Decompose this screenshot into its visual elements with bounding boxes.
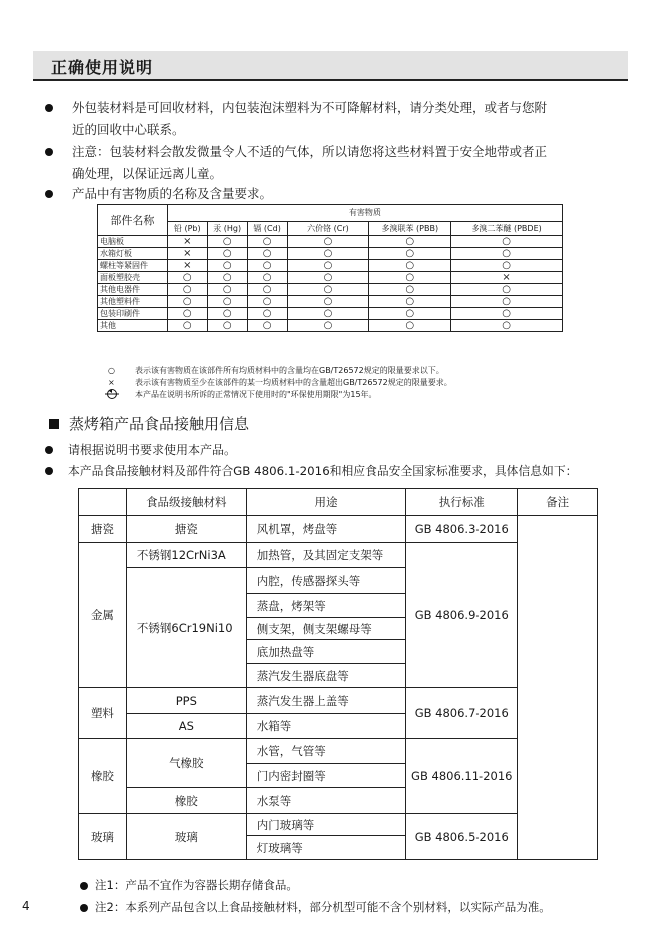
bullet-icon <box>80 904 88 912</box>
substance-mark-cell: ○ <box>451 260 563 272</box>
substance-mark-cell: ○ <box>207 284 247 296</box>
substance-mark-cell: ○ <box>207 248 247 260</box>
section2-bullet-2: 本产品食品接触材料及部件符合GB 4806.1-2016和相应食品安全国家标准要求，具体信息如下： <box>68 464 578 478</box>
material-cell: PPS <box>126 688 246 714</box>
intro-paragraph-1 <box>72 97 547 141</box>
part-name-cell: 其他电器件 <box>98 284 168 296</box>
substance-mark-cell: ○ <box>287 248 369 260</box>
use-cell: 水泵等 <box>246 788 406 814</box>
standard-cell: GB 4806.7-2016 <box>406 688 518 739</box>
category-cell: 搪瓷 <box>79 516 127 543</box>
intro-paragraph-3: 产品中有害物质的名称及含量要求。 <box>72 186 273 201</box>
material-cell: 玻璃 <box>126 814 246 860</box>
substance-mark-cell: ○ <box>207 320 247 332</box>
use-cell: 蒸汽发生器底盘等 <box>246 664 406 688</box>
intro-paragraph-2 <box>72 141 547 185</box>
substance-header: 六价铬 (Cr) <box>287 221 369 235</box>
bullet-icon <box>45 467 53 475</box>
hazard-row <box>98 236 563 248</box>
bullet-icon <box>45 148 53 156</box>
substance-mark-cell: ○ <box>287 296 369 308</box>
material-cell: 搪瓷 <box>126 516 246 543</box>
substance-header: 铅 (Pb) <box>167 221 207 235</box>
bullet-icon <box>45 446 53 454</box>
substance-mark-cell: ○ <box>247 260 287 272</box>
substance-mark-cell: ○ <box>247 296 287 308</box>
substance-mark-cell: ○ <box>247 248 287 260</box>
substance-mark-cell: ○ <box>207 272 247 284</box>
substance-mark-cell: ○ <box>369 260 451 272</box>
legend-text: 表示该有害物质在该部件所有均质材料中的含量均在GB/T26572规定的限量要求以下。 <box>135 366 444 375</box>
substance-mark-cell: ○ <box>247 272 287 284</box>
substance-header: 镉 (Cd) <box>247 221 287 235</box>
substance-mark-cell: ○ <box>287 236 369 248</box>
use-cell: 门内密封圈等 <box>246 764 406 788</box>
substance-mark-cell: ○ <box>247 308 287 320</box>
note-2: 注2：本系列产品包含以上食品接触材料，部分机型可能不含个别材料，以实际产品为准。 <box>95 900 551 914</box>
part-name-cell: 面板塑胶壳 <box>98 272 168 284</box>
remarks-cell <box>518 516 598 860</box>
substance-mark-cell: ○ <box>369 320 451 332</box>
part-name-cell: 其他 <box>98 320 168 332</box>
bullet-icon <box>45 104 53 112</box>
substance-mark-cell: ○ <box>207 260 247 272</box>
material-cell: 不锈钢6Cr19Ni10 <box>126 568 246 688</box>
standard-cell: GB 4806.11-2016 <box>406 739 518 814</box>
use-cell: 灯玻璃等 <box>246 836 406 860</box>
hazard-row <box>98 296 563 308</box>
substance-mark-cell: ○ <box>369 308 451 320</box>
header-cell: 食品级接触材料 <box>126 489 246 516</box>
substance-mark-cell: ○ <box>287 308 369 320</box>
category-cell: 塑料 <box>79 688 127 739</box>
use-cell: 加热管，及其固定支架等 <box>246 543 406 568</box>
part-name-cell: 电脑板 <box>98 236 168 248</box>
substance-header: 多溴联苯 (PBB) <box>369 221 451 235</box>
substance-mark-cell: × <box>167 248 207 260</box>
intro-p1-line1: 外包装材料是可回收材料，内包装泡沫塑料为不可降解材料，请分类处理，或者与您附 <box>72 100 548 115</box>
header-cell: 用途 <box>246 489 406 516</box>
substance-mark-cell: ○ <box>451 284 563 296</box>
part-name-cell: 其他塑料件 <box>98 296 168 308</box>
category-cell: 玻璃 <box>79 814 127 860</box>
part-name-cell: 水箱灯板 <box>98 248 168 260</box>
page-title: 正确使用说明 <box>51 58 154 77</box>
substance-mark-cell: ○ <box>167 284 207 296</box>
substance-mark-cell: ○ <box>451 296 563 308</box>
hazard-table <box>97 204 563 332</box>
header-cell <box>79 489 127 516</box>
substance-mark-cell: ○ <box>451 236 563 248</box>
substance-group-header: 有害物质 <box>167 205 562 222</box>
hazard-row <box>98 320 563 332</box>
standard-cell: GB 4806.9-2016 <box>406 543 518 688</box>
substance-mark-cell: ○ <box>287 284 369 296</box>
substance-mark-cell: ○ <box>369 296 451 308</box>
substance-mark-cell: ○ <box>287 260 369 272</box>
substance-mark-cell: ○ <box>207 236 247 248</box>
intro-p1-line2: 近的回收中心联系。 <box>72 122 185 137</box>
category-cell: 金属 <box>79 543 127 688</box>
substance-mark-cell: ○ <box>247 284 287 296</box>
substance-mark-cell: ○ <box>369 272 451 284</box>
substance-mark-cell: ○ <box>207 308 247 320</box>
material-cell: 橡胶 <box>126 788 246 814</box>
use-cell: 底加热盘等 <box>246 640 406 664</box>
substance-mark-cell: × <box>167 236 207 248</box>
substance-mark-cell: ○ <box>247 236 287 248</box>
hazard-row <box>98 272 563 284</box>
substance-header: 多溴二苯醚 (PBDE) <box>451 221 563 235</box>
legend-symbol: ○ <box>108 366 115 375</box>
substance-mark-cell: × <box>451 272 563 284</box>
intro-p2-line2: 确处理，以保证远离儿童。 <box>72 166 223 181</box>
substance-mark-cell: ○ <box>369 236 451 248</box>
use-cell: 侧支架，侧支架螺母等 <box>246 618 406 640</box>
substance-mark-cell: ○ <box>369 248 451 260</box>
hazard-row <box>98 284 563 296</box>
bullet-icon <box>80 882 88 890</box>
substance-header: 汞 (Hg) <box>207 221 247 235</box>
part-name-header: 部件名称 <box>98 205 168 236</box>
hazard-row <box>98 308 563 320</box>
substance-mark-cell: ○ <box>167 272 207 284</box>
legend-text: 本产品在说明书所诉的正常情况下使用时的"环保使用期限"为15年。 <box>135 390 377 399</box>
section-square-icon <box>49 419 59 429</box>
material-cell: AS <box>126 714 246 739</box>
use-cell: 内门玻璃等 <box>246 814 406 836</box>
bullet-icon <box>45 190 53 198</box>
note-1: 注1：产品不宜作为容器长期存储食品。 <box>95 878 298 892</box>
hazard-row <box>98 260 563 272</box>
legend-text: 表示该有害物质至少在该部件的某一均质材料中的含量超出GB/T26572规定的限量要求。 <box>135 378 452 387</box>
substance-mark-cell: ○ <box>451 248 563 260</box>
substance-mark-cell: ○ <box>167 296 207 308</box>
substance-mark-cell: ○ <box>167 320 207 332</box>
use-cell: 内腔，传感器探头等 <box>246 568 406 594</box>
use-cell: 水箱等 <box>246 714 406 739</box>
substance-mark-cell: ○ <box>451 308 563 320</box>
header-cell: 备注 <box>518 489 598 516</box>
use-cell: 水管，气管等 <box>246 739 406 764</box>
substance-mark-cell: × <box>167 260 207 272</box>
use-cell: 蒸汽发生器上盖等 <box>246 688 406 714</box>
hazard-row <box>98 248 563 260</box>
category-cell: 橡胶 <box>79 739 127 814</box>
intro-p2-line1: 注意：包装材料会散发微量令人不适的气体，所以请您将这些材料置于安全地带或者正 <box>72 144 548 159</box>
use-cell: 风机罩，烤盘等 <box>246 516 406 543</box>
substance-mark-cell: ○ <box>287 272 369 284</box>
eco-period-icon <box>105 388 119 400</box>
substance-mark-cell: ○ <box>207 296 247 308</box>
substance-mark-cell: ○ <box>287 320 369 332</box>
standard-cell: GB 4806.3-2016 <box>406 516 518 543</box>
substance-mark-cell: ○ <box>451 320 563 332</box>
material-cell: 不锈钢12CrNi3A <box>126 543 246 568</box>
use-cell: 蒸盘，烤架等 <box>246 594 406 618</box>
standard-cell: GB 4806.5-2016 <box>406 814 518 860</box>
section2-bullet-1: 请根据说明书要求使用本产品。 <box>68 443 237 457</box>
page-title-bar <box>33 51 628 81</box>
substance-mark-cell: ○ <box>247 320 287 332</box>
legend-symbol: × <box>108 378 115 387</box>
food-contact-table <box>78 488 598 860</box>
part-name-cell: 包装印刷件 <box>98 308 168 320</box>
part-name-cell: 螺柱等紧固件 <box>98 260 168 272</box>
section-title: 蒸烤箱产品食品接触用信息 <box>69 415 250 433</box>
page-number: 4 <box>22 899 30 913</box>
hazard-table-body <box>98 236 563 332</box>
material-cell: 气橡胶 <box>126 739 246 788</box>
header-cell: 执行标准 <box>406 489 518 516</box>
substance-mark-cell: ○ <box>369 284 451 296</box>
substance-mark-cell: ○ <box>167 308 207 320</box>
